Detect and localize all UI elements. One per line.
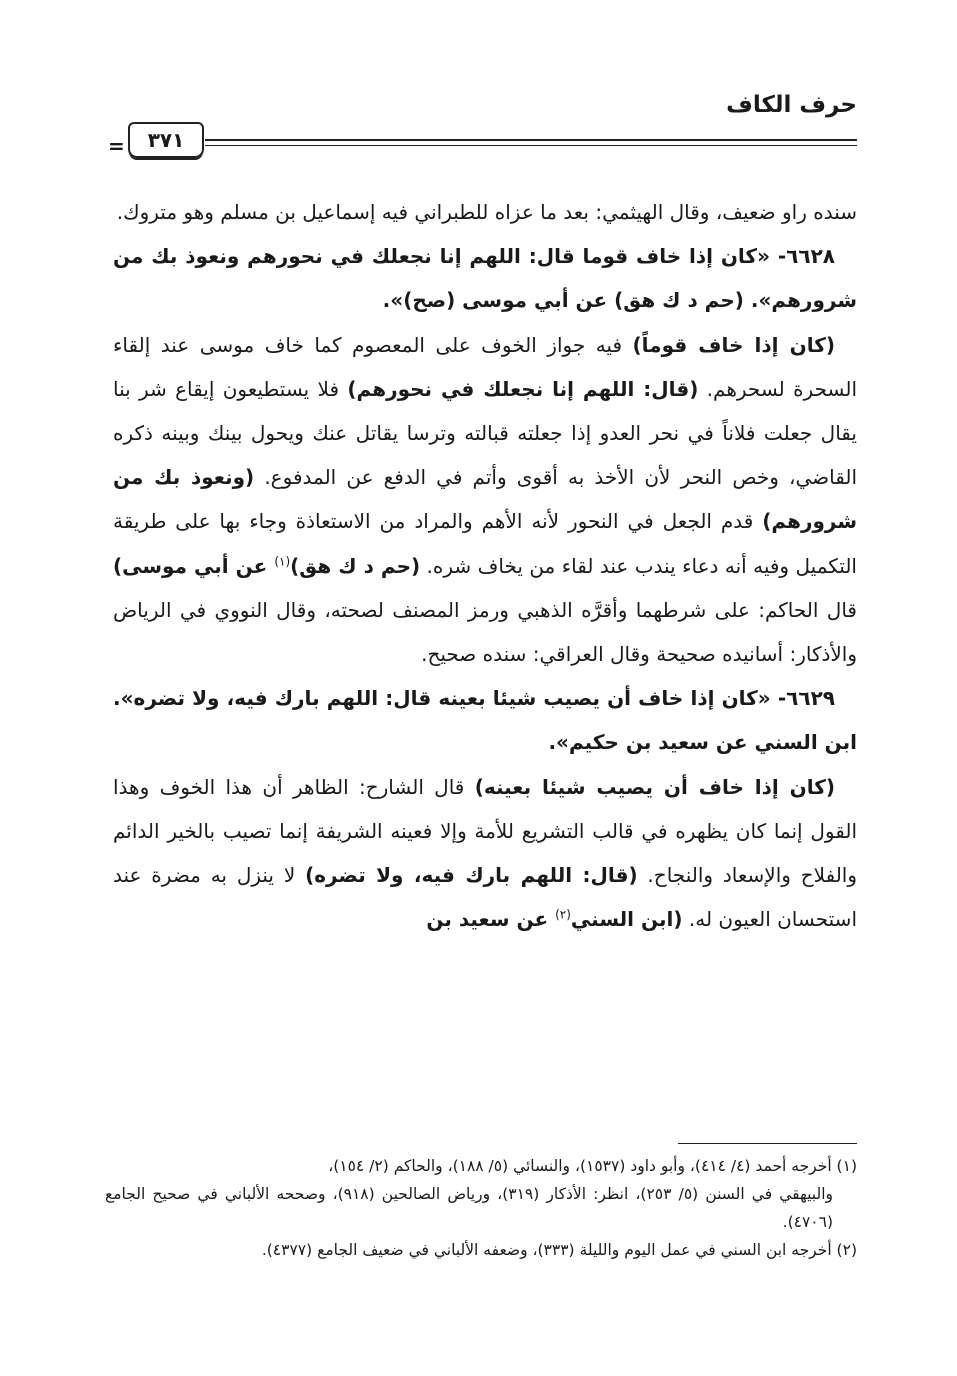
header-rule [205,139,857,141]
quoted-phrase: (قال: اللهم بارك فيه، ولا تضره) [305,863,638,888]
commentary-text: لا ينزل به مضرة عند استحسان العيون له. [113,863,857,932]
footnote-marker-2[interactable]: (٢) [555,907,571,922]
footnote-1: (١) أخرجه أحمد (٤/ ٤١٤)، وأبو داود (١٥٣٧)، والنسائي (٥/ ١٨٨)، والحاكم (٢/ ١٥٤)، [328,1157,857,1175]
hadith-6628: ٦٦٢٨- «كان إذا خاف قوما قال: اللهم إنا نجعلك في نحورهم ونعوذ بك من شرورهم». (حم د ك هق) عن أبي موسى (صح)». [113,244,857,313]
quoted-phrase: (ونعوذ بك من شرورهم) [113,465,857,534]
commentary-text: قدم الجعل في النحور لأنه الأهم والمراد من الاستعاذة وجاء بها على طريقة التكميل وفيه أنه دعاء يندب عند لقاء من يخاف شره. [113,509,857,578]
footnote-1-continuation: والبيهقي في السنن (٥/ ٢٥٣)، انظر: الأذكار (٣١٩)، ورياض الصالحين (٩١٨)، وصححه الألباني في صحيح الجامع (٤٧٠٦). [105,1185,834,1231]
commentary-text: قال الحاكم: على شرطهما وأقرَّه الذهبي ورمز المصنف لصحته، وقال النووي في الرياض والأذكار: أسانيده صحيحة وقال العراقي: سنده صحيح. [113,597,857,667]
source-reference: (حم د ك هق) [290,553,421,578]
quoted-phrase: (كان إذا خاف قوماً) [632,332,835,357]
header-ornament: = [108,134,125,158]
header-rule-thin [205,145,857,146]
commentary-6628 [113,323,857,677]
footnotes [105,1152,857,1264]
quoted-phrase: (قال: اللهم إنا نجعلك في نحورهم) [347,376,699,401]
footnote-marker-1[interactable]: (١) [274,553,291,568]
quoted-phrase: (كان إذا خاف أن يصيب شيئا بعينه) [474,774,836,799]
commentary-text: قال الشارح: الظاهر أن هذا الخوف وهذا القول إنما كان يظهره في قالب التشريع للأمة وإلا فعينه الشريفة إنما تصيب بالخير الدائم والفلاح والإسعاد والنجاح. [113,774,858,888]
hadith-6629: ٦٦٢٩- «كان إذا خاف أن يصيب شيئا بعينه قال: اللهم بارك فيه، ولا تضره». ابن السني عن سعيد بن حكيم». [113,686,857,755]
source-reference: عن سعيد بن [426,907,556,932]
commentary-text: فيه جواز الخوف على المعصوم كما خاف موسى عند إلقاء السحرة لسحرهم. [113,332,857,401]
source-reference: عن أبي موسى) [113,553,275,578]
paragraph-continuation: سنده راو ضعيف، وقال الهيثمي: بعد ما عزاه للطبراني فيه إسماعيل بن مسلم وهو متروك. [116,200,857,224]
main-text [113,190,857,941]
page-number: ٣٧١ [128,122,204,158]
chapter-title: حرف الكاف [726,92,857,118]
commentary-text: فلا يستطيعون إيقاع شر بنا يقال جعلت فلاناً في نحر العدو إذا جعلته قبالته وترسا يقاتل عنك ويحول بينك وبينه ذكره القاضي، وخص النحر لأن الأخذ به أقوى وأتم في الدفع عن المدفوع. [113,376,858,490]
footnote-2: (٢) أخرجه ابن السني في عمل اليوم والليلة (٣٣٣)، وضعفه الألباني في ضعيف الجامع (٤٣٧٧). [261,1241,857,1259]
footnote-separator [678,1143,857,1144]
commentary-6629 [113,765,857,942]
source-reference: (ابن السني [570,907,683,932]
